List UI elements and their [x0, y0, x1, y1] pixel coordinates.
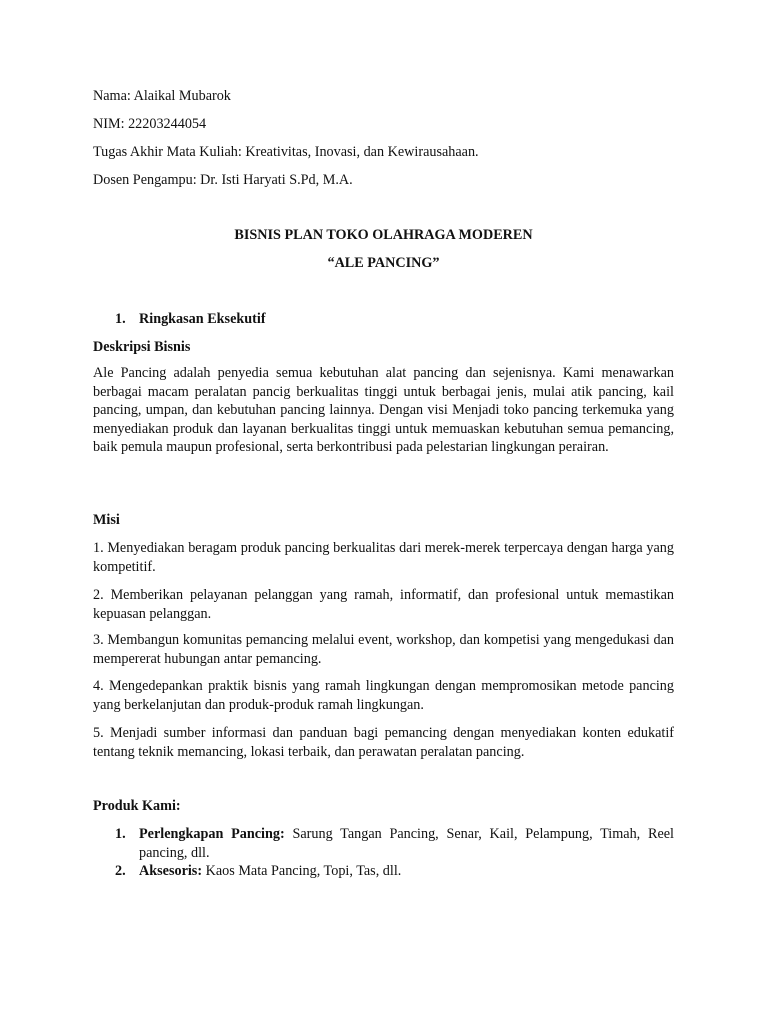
misi-item: 4. Mengedepankan praktik bisnis yang ramah lingkungan dengan mempromosikan metode pancing yang berkelanjutan dan produk-produk ramah lingkungan. [93, 678, 674, 713]
section-heading: Ringkasan Eksekutif [139, 311, 266, 327]
deskripsi-heading: Deskripsi Bisnis [93, 339, 191, 355]
produk-item-label: Aksesoris: [139, 863, 203, 879]
student-nim: NIM: 22203244054 [93, 116, 207, 132]
misi-item: 3. Membangun komunitas pemancing melalui event, workshop, dan kompetisi yang mengedukasi dan mempererat hubungan antar pemancing. [93, 632, 674, 667]
produk-item-label: Perlengkapan Pancing: [139, 826, 285, 842]
misi-item: 2. Memberikan pelayanan pelanggan yang ramah, informatif, dan profesional untuk memastikan kepuasan pelanggan. [93, 587, 674, 622]
deskripsi-body: Ale Pancing adalah penyedia semua kebutuhan alat pancing dan sejenisnya. Kami menawarkan berbagai macam peralatan pancig berkualitas tinggi untuk berbagai jenis, mulai atik pancing, kail pancing, umpan, dan kebutuhan pancing lainnya. Dengan visi Menjadi toko pancing terkemuka yang menyediakan produk dan layanan berkualitas tinggi untuk memuaskan kebutuhan semua pemancing, baik pemula maupun profesional, serta berkontribusi pada pelestarian lingkungan perairan. [93, 365, 674, 456]
produk-item-body [139, 825, 674, 862]
misi-item: 1. Menyediakan beragam produk pancing berkualitas dari merek-merek terpercaya dengan harga yang kompetitif. [93, 540, 674, 575]
course-assignment: Tugas Akhir Mata Kuliah: Kreativitas, Inovasi, dan Kewirausahaan. [93, 144, 479, 160]
misi-heading: Misi [93, 512, 120, 528]
produk-item-number: 2. [115, 863, 126, 879]
lecturer: Dosen Pengampu: Dr. Isti Haryati S.Pd, M.A. [93, 172, 353, 188]
produk-item-text: Kaos Mata Pancing, Topi, Tas, dll. [205, 863, 402, 879]
business-name: “ALE PANCING” [327, 255, 440, 271]
student-name: Nama: Alaikal Mubarok [93, 88, 231, 104]
produk-heading: Produk Kami: [93, 798, 181, 814]
produk-item-body [139, 862, 674, 881]
section-number: 1. [115, 311, 126, 327]
produk-item-text: Sarung Tangan Pancing, Senar, Kail, Pelampung, Timah, Reel pancing, dll. [139, 826, 674, 861]
document-title: BISNIS PLAN TOKO OLAHRAGA MODEREN [234, 227, 533, 243]
misi-item: 5. Menjadi sumber informasi dan panduan bagi pemancing dengan menyediakan konten edukatif tentang teknik memancing, lokasi terbaik, dan perawatan peralatan pancing. [93, 725, 674, 760]
produk-item-number: 1. [115, 826, 126, 842]
